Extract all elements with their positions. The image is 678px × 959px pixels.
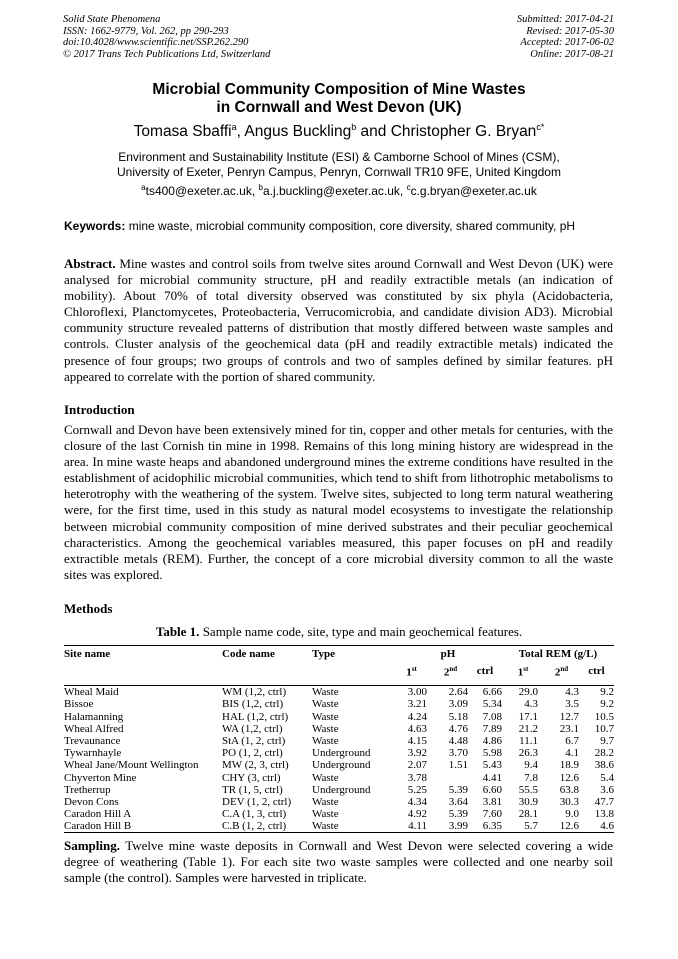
keywords-label: Keywords:: [64, 219, 126, 233]
email-mark-b: b: [258, 183, 263, 192]
cell-ph-2nd: 1.51: [448, 759, 468, 772]
cell-rem-2nd: 4.1: [565, 747, 579, 760]
cell-code-name: CHY (3, ctrl): [222, 771, 281, 784]
paper-title: [0, 81, 678, 117]
cell-site-name: Chyverton Mine: [64, 771, 137, 784]
cell-code-name: WA (1,2, ctrl): [222, 722, 283, 735]
table-header-row: [64, 648, 614, 660]
col-total-rem: Total REM (g/L): [518, 648, 598, 660]
author-list: [0, 122, 678, 141]
email-mark-a: a: [141, 183, 146, 192]
cell-site-name: Caradon Hill A: [64, 808, 132, 821]
sampling-paragraph: [64, 838, 613, 886]
cell-code-name: HAL (1,2, ctrl): [222, 710, 289, 723]
table-row: [64, 711, 614, 723]
cell-ph-1st: 4.92: [407, 808, 427, 821]
cell-code-name: DEV (1, 2, ctrl): [222, 796, 292, 809]
cell-rem-2nd: 63.8: [559, 783, 579, 796]
cell-ph-2nd: 3.70: [448, 747, 468, 760]
cell-ph-ctrl: 6.60: [482, 783, 502, 796]
abstract: [64, 256, 613, 385]
affiliation: [0, 150, 678, 180]
affiliation-line-2: University of Exeter, Penryn Campus, Penryn, Cornwall TR10 9FE, United Kingdom: [117, 165, 561, 179]
email-2[interactable]: a.j.buckling@exeter.ac.uk,: [262, 184, 407, 198]
cell-rem-1st: 30.9: [518, 796, 538, 809]
cell-rem-1st: 55.5: [518, 783, 538, 796]
journal-name: Solid State Phenomena: [63, 14, 161, 25]
cell-rem-ctrl: 9.2: [600, 698, 614, 711]
cell-rem-1st: 7.8: [524, 771, 538, 784]
cell-rem-1st: 17.1: [518, 710, 538, 723]
cell-rem-1st: 4.3: [524, 698, 538, 711]
date-submitted: Submitted: 2017-04-21: [516, 14, 614, 25]
author-emails: [0, 183, 678, 198]
cell-type: Waste: [312, 722, 339, 735]
cell-ph-1st: 4.11: [408, 820, 427, 833]
cell-ph-1st: 5.25: [407, 783, 427, 796]
table-row: [64, 808, 614, 820]
col-code-name: Code name: [222, 648, 275, 660]
table-row: [64, 796, 614, 808]
cell-ph-ctrl: 7.89: [482, 722, 502, 735]
cell-type: Waste: [312, 796, 339, 809]
cell-site-name: Trevaunance: [64, 735, 121, 748]
cell-ph-1st: 4.63: [407, 722, 427, 735]
cell-rem-ctrl: 10.5: [594, 710, 614, 723]
date-revised: Revised: 2017-05-30: [526, 25, 614, 37]
table-row: [64, 723, 614, 735]
table-body: [64, 682, 614, 832]
paper-title-line-2: in Cornwall and West Devon (UK): [216, 99, 462, 116]
cell-ph-ctrl: 4.41: [482, 771, 502, 784]
author-1-mark: a: [231, 122, 237, 132]
cell-rem-2nd: 12.7: [559, 710, 579, 723]
cell-ph-1st: 4.34: [407, 796, 427, 809]
cell-ph-1st: 3.78: [407, 771, 427, 784]
rem-1st-header: 1st: [517, 665, 529, 679]
cell-rem-ctrl: 9.7: [600, 735, 614, 748]
cell-ph-1st: 3.00: [407, 686, 427, 699]
cell-ph-2nd: 4.76: [448, 722, 468, 735]
table-row: [64, 747, 614, 759]
cell-ph-ctrl: 5.34: [482, 698, 502, 711]
cell-rem-1st: 28.1: [518, 808, 538, 821]
ph-ctrl-header: ctrl: [476, 665, 494, 678]
cell-code-name: TR (1, 5, ctrl): [222, 783, 283, 796]
cell-ph-2nd: 5.39: [448, 783, 468, 796]
cell-rem-2nd: 18.9: [559, 759, 579, 772]
author-separator: ,: [236, 123, 245, 141]
cell-site-name: Wheal Maid: [64, 686, 119, 699]
cell-ph-2nd: 3.09: [448, 698, 468, 711]
cell-ph-1st: 3.92: [407, 747, 427, 760]
table-subheader-row: [64, 660, 614, 682]
cell-ph-1st: 2.07: [407, 759, 427, 772]
cell-ph-1st: 4.24: [407, 710, 427, 723]
cell-rem-1st: 9.4: [524, 759, 538, 772]
cell-rem-ctrl: 10.7: [594, 722, 614, 735]
ph-2nd-header: 2nd: [443, 665, 458, 679]
table-row: [64, 759, 614, 771]
rem-ctrl-header: ctrl: [588, 665, 605, 678]
cell-ph-1st: 4.15: [407, 735, 427, 748]
cell-ph-2nd: 3.64: [448, 796, 468, 809]
cell-ph-ctrl: 5.43: [482, 759, 502, 772]
cell-ph-ctrl: 6.35: [482, 820, 502, 833]
cell-type: Underground: [312, 783, 371, 796]
table-row: [64, 772, 614, 784]
email-3[interactable]: c.g.bryan@exeter.ac.uk: [410, 184, 537, 198]
cell-type: Waste: [312, 686, 339, 699]
cell-rem-2nd: 12.6: [559, 771, 579, 784]
email-1[interactable]: ts400@exeter.ac.uk,: [145, 184, 259, 198]
cell-rem-2nd: 6.7: [565, 735, 579, 748]
cell-code-name: StA (1, 2, ctrl): [222, 735, 286, 748]
journal-issn: ISSN: 1662-9779, Vol. 262, pp 290-293: [63, 25, 229, 37]
cell-ph-ctrl: 7.60: [482, 808, 502, 821]
cell-rem-ctrl: 47.7: [594, 796, 614, 809]
cell-code-name: WM (1,2, ctrl): [222, 686, 287, 699]
cell-ph-2nd: 5.18: [448, 710, 468, 723]
abstract-label: Abstract.: [64, 256, 116, 271]
author-2: Angus Buckling: [244, 123, 352, 141]
cell-rem-1st: 5.7: [524, 820, 538, 833]
author-3-mark: c*: [536, 122, 545, 132]
cell-type: Waste: [312, 735, 339, 748]
cell-rem-2nd: 30.3: [559, 796, 579, 809]
sample-table: [64, 648, 614, 833]
cell-rem-2nd: 4.3: [565, 686, 579, 699]
sampling-text: Twelve mine waste deposits in Cornwall and West Devon were selected covering a wide degree of weathering (Table 1). For each site two waste samples were collected and one nearby soil sample (the control). Samples were harvested in triplicate.: [64, 838, 613, 886]
email-mark-c: c: [406, 183, 411, 192]
cell-rem-2nd: 23.1: [559, 722, 579, 735]
keywords-text: mine waste, microbial community composition, core diversity, shared community, pH: [125, 219, 576, 233]
cell-rem-ctrl: 13.8: [594, 808, 614, 821]
table-row: [64, 820, 614, 832]
table-caption-label: Table 1.: [155, 624, 200, 639]
cell-rem-ctrl: 4.6: [600, 820, 614, 833]
cell-rem-ctrl: 38.6: [594, 759, 614, 772]
cell-rem-ctrl: 5.4: [600, 771, 614, 784]
cell-ph-ctrl: 7.08: [482, 710, 502, 723]
cell-site-name: Bissoe: [64, 698, 94, 711]
cell-code-name: PO (1, 2, ctrl): [222, 747, 283, 760]
cell-ph-2nd: [433, 772, 468, 784]
paper-title-line-1: Microbial Community Composition of Mine Wastes: [152, 81, 526, 98]
cell-ph-2nd: 4.48: [448, 735, 468, 748]
cell-type: Underground: [312, 759, 371, 772]
table-top-rule: [64, 645, 614, 646]
cell-site-name: Caradon Hill B: [64, 820, 132, 833]
keywords: [64, 219, 624, 233]
table-caption-text: Sample name code, site, type and main geochemical features.: [199, 624, 523, 639]
cell-type: Waste: [312, 820, 339, 833]
cell-ph-ctrl: 3.81: [482, 796, 502, 809]
cell-ph-ctrl: 6.66: [482, 686, 502, 699]
journal-copyright: © 2017 Trans Tech Publications Ltd, Switzerland: [63, 48, 271, 60]
date-online: Online: 2017-08-21: [530, 48, 614, 60]
rem-2nd-header: 2nd: [554, 665, 569, 679]
date-accepted: Accepted: 2017-06-02: [520, 37, 614, 49]
cell-type: Waste: [312, 771, 339, 784]
table-row: [64, 784, 614, 796]
cell-rem-ctrl: 3.6: [600, 783, 614, 796]
author-1: Tomasa Sbaffi: [133, 123, 232, 141]
cell-rem-1st: 26.3: [518, 747, 538, 760]
cell-type: Waste: [312, 698, 339, 711]
cell-rem-1st: 21.2: [518, 722, 538, 735]
cell-ph-ctrl: 5.98: [482, 747, 502, 760]
cell-site-name: Wheal Alfred: [64, 722, 124, 735]
affiliation-line-1: Environment and Sustainability Institute (ESI) & Camborne School of Mines (CSM),: [118, 150, 560, 164]
author-3: Christopher G. Bryan: [390, 123, 537, 141]
table-row: [64, 735, 614, 747]
table-caption: [0, 624, 678, 640]
cell-type: Waste: [312, 710, 339, 723]
col-site-name: Site name: [64, 648, 111, 660]
author-2-mark: b: [351, 122, 357, 132]
abstract-text: Mine wastes and control soils from twelve sites around Cornwall and West Devon (UK) were analysed for microbial community structure, pH and readily extractible metals (an indication of mobility). About 70% of total diversity observed was constituted by six phyla (Acidobacteria, Chloroflexi, Planctomycetes, Proteobacteria, Verrucomicrobia, and candidate division AD3). Microbial community structure revealed patterns of distribution that mostly differed between waste samples and controls. Cluster analysis of the geochemical data (pH and readily extractible metals) indicated the presence of four groups; two groups of controls and two of samples defined by similar features. pH appeared to correlate with the portion of shared community.: [64, 256, 613, 384]
table-row: [64, 686, 614, 698]
cell-site-name: Devon Cons: [64, 796, 119, 809]
cell-rem-2nd: 12.6: [559, 820, 579, 833]
cell-site-name: Wheal Jane/Mount Wellington: [64, 759, 199, 772]
journal-info: [63, 14, 270, 60]
cell-ph-2nd: 3.99: [448, 820, 468, 833]
cell-ph-2nd: 5.39: [448, 808, 468, 821]
cell-rem-2nd: 9.0: [565, 808, 579, 821]
cell-code-name: BIS (1,2, ctrl): [222, 698, 284, 711]
cell-site-name: Halamanning: [64, 710, 124, 723]
ph-1st-header: 1st: [406, 665, 417, 679]
cell-type: Waste: [312, 808, 339, 821]
col-ph: pH: [440, 648, 456, 660]
introduction-heading: Introduction: [64, 402, 135, 417]
cell-code-name: C.B (1, 2, ctrl): [222, 820, 287, 833]
cell-rem-1st: 11.1: [519, 735, 538, 748]
cell-rem-2nd: 3.5: [565, 698, 579, 711]
cell-ph-1st: 3.21: [407, 698, 427, 711]
journal-doi: doi:10.4028/www.scientific.net/SSP.262.290: [63, 37, 249, 49]
publication-dates: [517, 14, 614, 60]
cell-code-name: MW (2, 3, ctrl): [222, 759, 289, 772]
cell-ph-ctrl: 4.86: [482, 735, 502, 748]
cell-site-name: Tretherrup: [64, 783, 111, 796]
sampling-label: Sampling.: [64, 838, 120, 853]
col-type: Type: [312, 648, 336, 660]
cell-ph-2nd: 2.64: [448, 686, 468, 699]
cell-rem-ctrl: 9.2: [600, 686, 614, 699]
table-row: [64, 698, 614, 710]
cell-code-name: C.A (1, 3, ctrl): [222, 808, 287, 821]
cell-site-name: Tywarnhayle: [64, 747, 122, 760]
methods-heading: Methods: [64, 601, 113, 616]
cell-rem-1st: 29.0: [518, 686, 538, 699]
author-separator: and: [356, 123, 391, 141]
cell-type: Underground: [312, 747, 371, 760]
cell-rem-ctrl: 28.2: [594, 747, 614, 760]
introduction-text: Cornwall and Devon have been extensively mined for tin, copper and other metals for centuries, with the closure of the last Cornish tin mine in 1998. Remains of this long mining history are widespread in the area. In mine waste heaps and abandoned underground mines the extreme conditions have resulted in the establishment of acidophilic microbial communities, which tend to shift from lithotrophic metabolisms to heterotrophy with the weathering of the system. Twelve sites, subjected to long term natural weathering were, for the first time, used in this study as natural model ecosystems to investigate the relationship between microbial community composition of mine derived substrates and their peculiar geochemical characteristics. Among the geochemical variables measured, this paper focuses on pH and readily extractible metals (REM). Further, the concept of a core microbial diversity common to all the waste sites was explored.: [64, 422, 613, 582]
